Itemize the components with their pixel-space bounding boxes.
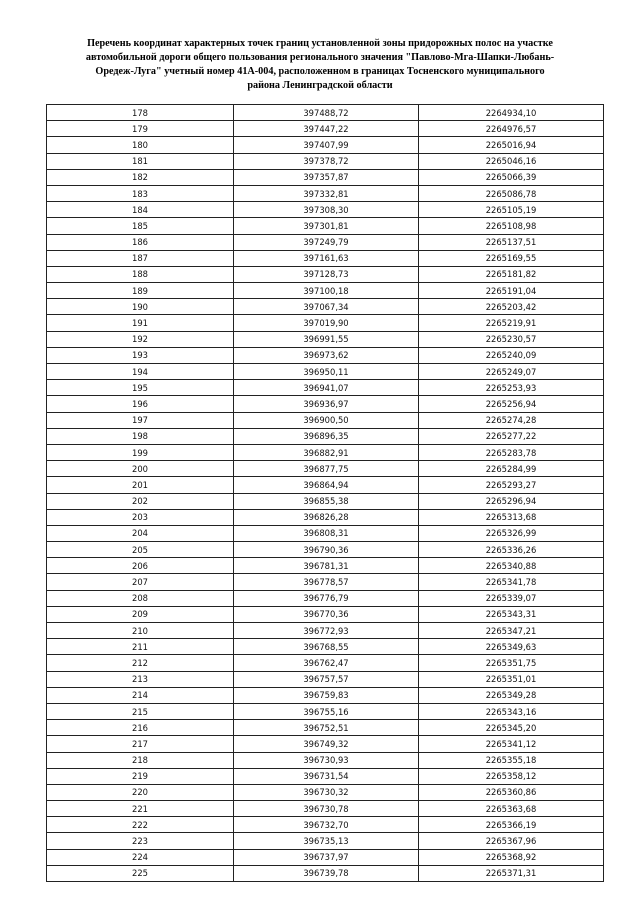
- table-row: [47, 493, 604, 509]
- point-number-cell: 206: [47, 558, 234, 574]
- x-coordinate-cell: 396776,79: [234, 590, 419, 606]
- table-row: [47, 736, 604, 752]
- x-coordinate-cell: 396781,31: [234, 558, 419, 574]
- y-coordinate-cell: 2265016,94: [419, 137, 604, 153]
- x-coordinate-cell: 396755,16: [234, 703, 419, 719]
- y-coordinate-cell: 2265191,04: [419, 283, 604, 299]
- point-number-cell: 213: [47, 671, 234, 687]
- table-row: [47, 477, 604, 493]
- point-number-cell: 219: [47, 768, 234, 784]
- table-row: [47, 849, 604, 865]
- y-coordinate-cell: 2265203,42: [419, 299, 604, 315]
- x-coordinate-cell: 396762,47: [234, 655, 419, 671]
- table-row: [47, 768, 604, 784]
- table-row: [47, 509, 604, 525]
- y-coordinate-cell: 2265368,92: [419, 849, 604, 865]
- x-coordinate-cell: 397301,81: [234, 218, 419, 234]
- y-coordinate-cell: 2265336,26: [419, 542, 604, 558]
- x-coordinate-cell: 396759,83: [234, 687, 419, 703]
- point-number-cell: 208: [47, 590, 234, 606]
- point-number-cell: 225: [47, 865, 234, 881]
- table-row: [47, 590, 604, 606]
- point-number-cell: 187: [47, 250, 234, 266]
- point-number-cell: 193: [47, 347, 234, 363]
- point-number-cell: 197: [47, 412, 234, 428]
- y-coordinate-cell: 2265339,07: [419, 590, 604, 606]
- x-coordinate-cell: 396790,36: [234, 542, 419, 558]
- table-row: [47, 525, 604, 541]
- table-row: [47, 606, 604, 622]
- y-coordinate-cell: 2265108,98: [419, 218, 604, 234]
- table-row: [47, 169, 604, 185]
- table-row: [47, 315, 604, 331]
- x-coordinate-cell: 397161,63: [234, 250, 419, 266]
- table-row: [47, 347, 604, 363]
- point-number-cell: 207: [47, 574, 234, 590]
- table-row: [47, 250, 604, 266]
- y-coordinate-cell: 2265296,94: [419, 493, 604, 509]
- table-row: [47, 574, 604, 590]
- point-number-cell: 196: [47, 396, 234, 412]
- table-row: [47, 234, 604, 250]
- y-coordinate-cell: 2265313,68: [419, 509, 604, 525]
- point-number-cell: 192: [47, 331, 234, 347]
- y-coordinate-cell: 2265351,01: [419, 671, 604, 687]
- x-coordinate-cell: 397128,73: [234, 266, 419, 282]
- x-coordinate-cell: 396941,07: [234, 380, 419, 396]
- table-row: [47, 623, 604, 639]
- point-number-cell: 199: [47, 444, 234, 460]
- point-number-cell: 182: [47, 169, 234, 185]
- table-row: [47, 283, 604, 299]
- table-row: [47, 461, 604, 477]
- y-coordinate-cell: 2265371,31: [419, 865, 604, 881]
- x-coordinate-cell: 396882,91: [234, 444, 419, 460]
- x-coordinate-cell: 397488,72: [234, 105, 419, 121]
- y-coordinate-cell: 2265347,21: [419, 623, 604, 639]
- x-coordinate-cell: 396855,38: [234, 493, 419, 509]
- y-coordinate-cell: 2265343,31: [419, 606, 604, 622]
- point-number-cell: 216: [47, 720, 234, 736]
- x-coordinate-cell: 396731,54: [234, 768, 419, 784]
- y-coordinate-cell: 2265293,27: [419, 477, 604, 493]
- x-coordinate-cell: 396752,51: [234, 720, 419, 736]
- point-number-cell: 203: [47, 509, 234, 525]
- title-line: автомобильной дороги общего пользования регионального значения "Павлово-Мга-Шапки-Любань-: [85, 52, 555, 63]
- table-row: [47, 202, 604, 218]
- point-number-cell: 195: [47, 380, 234, 396]
- table-row: [47, 299, 604, 315]
- point-number-cell: 212: [47, 655, 234, 671]
- table-row: [47, 558, 604, 574]
- table-row: [47, 752, 604, 768]
- coordinates-table: [46, 104, 604, 882]
- point-number-cell: 202: [47, 493, 234, 509]
- point-number-cell: 198: [47, 428, 234, 444]
- point-number-cell: 179: [47, 121, 234, 137]
- y-coordinate-cell: 2265349,28: [419, 687, 604, 703]
- x-coordinate-cell: 396749,32: [234, 736, 419, 752]
- x-coordinate-cell: 396770,36: [234, 606, 419, 622]
- x-coordinate-cell: 397019,90: [234, 315, 419, 331]
- point-number-cell: 190: [47, 299, 234, 315]
- table-row: [47, 784, 604, 800]
- title-line: района Ленинградской области: [247, 80, 393, 91]
- point-number-cell: 214: [47, 687, 234, 703]
- x-coordinate-cell: 396737,97: [234, 849, 419, 865]
- point-number-cell: 220: [47, 784, 234, 800]
- table-row: [47, 331, 604, 347]
- table-row: [47, 687, 604, 703]
- point-number-cell: 210: [47, 623, 234, 639]
- y-coordinate-cell: 2265363,68: [419, 801, 604, 817]
- point-number-cell: 191: [47, 315, 234, 331]
- x-coordinate-cell: 396808,31: [234, 525, 419, 541]
- x-coordinate-cell: 397407,99: [234, 137, 419, 153]
- x-coordinate-cell: 396991,55: [234, 331, 419, 347]
- table-row: [47, 266, 604, 282]
- x-coordinate-cell: 396900,50: [234, 412, 419, 428]
- table-row: [47, 364, 604, 380]
- x-coordinate-cell: 397067,34: [234, 299, 419, 315]
- table-row: [47, 833, 604, 849]
- x-coordinate-cell: 396732,70: [234, 817, 419, 833]
- table-row: [47, 380, 604, 396]
- y-coordinate-cell: 2265283,78: [419, 444, 604, 460]
- table-row: [47, 105, 604, 121]
- table-row: [47, 444, 604, 460]
- point-number-cell: 215: [47, 703, 234, 719]
- point-number-cell: 186: [47, 234, 234, 250]
- y-coordinate-cell: 2265341,12: [419, 736, 604, 752]
- x-coordinate-cell: 396896,35: [234, 428, 419, 444]
- y-coordinate-cell: 2265366,19: [419, 817, 604, 833]
- table-row: [47, 720, 604, 736]
- table-row: [47, 412, 604, 428]
- point-number-cell: 180: [47, 137, 234, 153]
- point-number-cell: 209: [47, 606, 234, 622]
- table-row: [47, 542, 604, 558]
- point-number-cell: 200: [47, 461, 234, 477]
- point-number-cell: 221: [47, 801, 234, 817]
- table-row: [47, 153, 604, 169]
- y-coordinate-cell: 2265181,82: [419, 266, 604, 282]
- x-coordinate-cell: 396864,94: [234, 477, 419, 493]
- y-coordinate-cell: 2265046,16: [419, 153, 604, 169]
- x-coordinate-cell: 396778,57: [234, 574, 419, 590]
- x-coordinate-cell: 397100,18: [234, 283, 419, 299]
- point-number-cell: 222: [47, 817, 234, 833]
- table-row: [47, 185, 604, 201]
- x-coordinate-cell: 396936,97: [234, 396, 419, 412]
- x-coordinate-cell: 397249,79: [234, 234, 419, 250]
- y-coordinate-cell: 2265256,94: [419, 396, 604, 412]
- table-row: [47, 671, 604, 687]
- x-coordinate-cell: 396757,57: [234, 671, 419, 687]
- y-coordinate-cell: 2265349,63: [419, 639, 604, 655]
- point-number-cell: 205: [47, 542, 234, 558]
- x-coordinate-cell: 396772,93: [234, 623, 419, 639]
- point-number-cell: 194: [47, 364, 234, 380]
- y-coordinate-cell: 2265326,99: [419, 525, 604, 541]
- table-row: [47, 218, 604, 234]
- y-coordinate-cell: 2265277,22: [419, 428, 604, 444]
- y-coordinate-cell: 2265105,19: [419, 202, 604, 218]
- y-coordinate-cell: 2265249,07: [419, 364, 604, 380]
- y-coordinate-cell: 2265355,18: [419, 752, 604, 768]
- x-coordinate-cell: 397308,30: [234, 202, 419, 218]
- coordinates-table-body: [47, 105, 604, 882]
- point-number-cell: 185: [47, 218, 234, 234]
- x-coordinate-cell: 396950,11: [234, 364, 419, 380]
- title-line: Перечень координат характерных точек границ установленной зоны придорожных полос на участке: [87, 38, 553, 49]
- y-coordinate-cell: 2265284,99: [419, 461, 604, 477]
- table-row: [47, 428, 604, 444]
- y-coordinate-cell: 2265240,09: [419, 347, 604, 363]
- table-row: [47, 817, 604, 833]
- y-coordinate-cell: 2265086,78: [419, 185, 604, 201]
- y-coordinate-cell: 2265230,57: [419, 331, 604, 347]
- y-coordinate-cell: 2265358,12: [419, 768, 604, 784]
- x-coordinate-cell: 396735,13: [234, 833, 419, 849]
- table-row: [47, 801, 604, 817]
- point-number-cell: 184: [47, 202, 234, 218]
- point-number-cell: 224: [47, 849, 234, 865]
- table-row: [47, 639, 604, 655]
- x-coordinate-cell: 396730,32: [234, 784, 419, 800]
- point-number-cell: 218: [47, 752, 234, 768]
- table-row: [47, 655, 604, 671]
- x-coordinate-cell: 397332,81: [234, 185, 419, 201]
- title-line: Оредеж-Луга" учетный номер 41А-004, расположенном в границах Тосненского муниципального: [95, 66, 545, 77]
- x-coordinate-cell: 396730,93: [234, 752, 419, 768]
- point-number-cell: 223: [47, 833, 234, 849]
- x-coordinate-cell: 396877,75: [234, 461, 419, 477]
- y-coordinate-cell: 2265253,93: [419, 380, 604, 396]
- document-title: [46, 37, 594, 93]
- point-number-cell: 183: [47, 185, 234, 201]
- x-coordinate-cell: 396826,28: [234, 509, 419, 525]
- point-number-cell: 217: [47, 736, 234, 752]
- y-coordinate-cell: 2265360,86: [419, 784, 604, 800]
- point-number-cell: 189: [47, 283, 234, 299]
- y-coordinate-cell: 2265274,28: [419, 412, 604, 428]
- x-coordinate-cell: 397357,87: [234, 169, 419, 185]
- point-number-cell: 204: [47, 525, 234, 541]
- y-coordinate-cell: 2264976,57: [419, 121, 604, 137]
- table-row: [47, 121, 604, 137]
- y-coordinate-cell: 2265340,88: [419, 558, 604, 574]
- y-coordinate-cell: 2265137,51: [419, 234, 604, 250]
- table-row: [47, 396, 604, 412]
- x-coordinate-cell: 396973,62: [234, 347, 419, 363]
- point-number-cell: 211: [47, 639, 234, 655]
- y-coordinate-cell: 2265367,96: [419, 833, 604, 849]
- table-row: [47, 865, 604, 881]
- y-coordinate-cell: 2265341,78: [419, 574, 604, 590]
- table-row: [47, 137, 604, 153]
- y-coordinate-cell: 2265345,20: [419, 720, 604, 736]
- point-number-cell: 181: [47, 153, 234, 169]
- y-coordinate-cell: 2265351,75: [419, 655, 604, 671]
- x-coordinate-cell: 397378,72: [234, 153, 419, 169]
- x-coordinate-cell: 397447,22: [234, 121, 419, 137]
- y-coordinate-cell: 2265169,55: [419, 250, 604, 266]
- point-number-cell: 201: [47, 477, 234, 493]
- y-coordinate-cell: 2265219,91: [419, 315, 604, 331]
- x-coordinate-cell: 396768,55: [234, 639, 419, 655]
- y-coordinate-cell: 2265343,16: [419, 703, 604, 719]
- x-coordinate-cell: 396739,78: [234, 865, 419, 881]
- x-coordinate-cell: 396730,78: [234, 801, 419, 817]
- point-number-cell: 188: [47, 266, 234, 282]
- y-coordinate-cell: 2264934,10: [419, 105, 604, 121]
- point-number-cell: 178: [47, 105, 234, 121]
- y-coordinate-cell: 2265066,39: [419, 169, 604, 185]
- table-row: [47, 703, 604, 719]
